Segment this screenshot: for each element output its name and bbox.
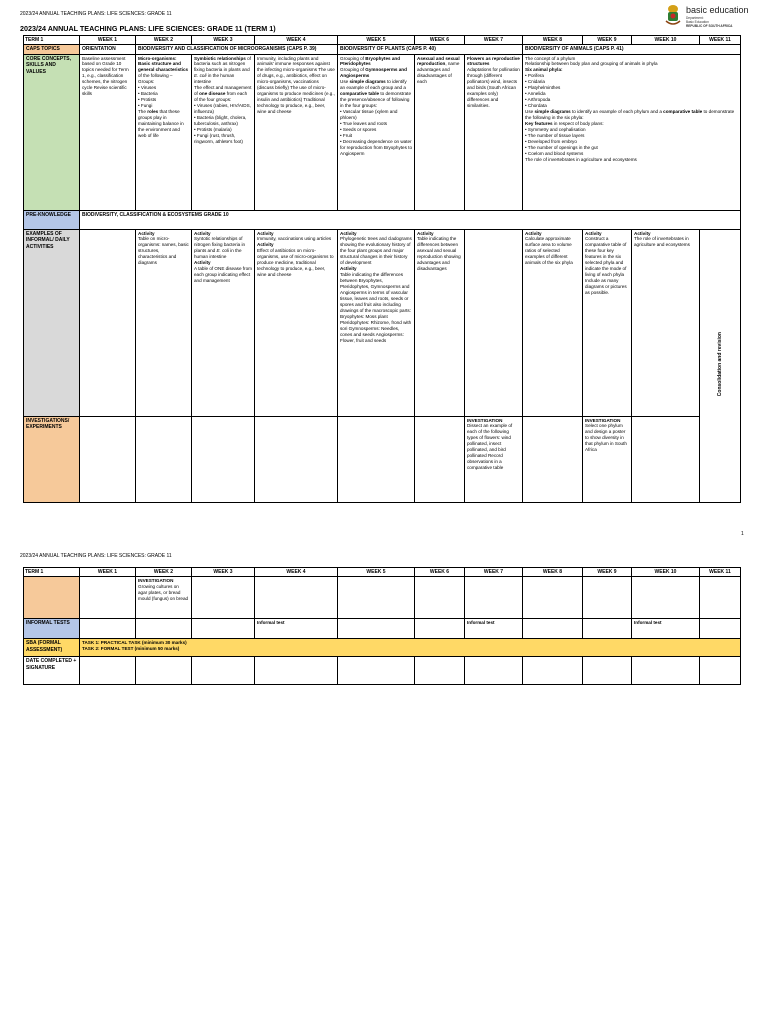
col-week5: WEEK 5 bbox=[338, 36, 415, 45]
sba-label: SBA (FORMAL ASSESSMENT) bbox=[24, 639, 80, 657]
core-week8-11: The concept of a phylum Relationship between body plan and grouping of animals in phyla Six animal phyla: • Porifera • Cnidaria • Platyhelminthes • Annelida • Arthropoda • Chordata Use simple diagrams to identify an example of each phylum and a comparative table to demonstrate the following in the six phyla: Key features in respect of body plans: • Symmetry and cephalisation • The number of tissue layers • Developed from embryo • The number of openings in the gut • Coelom and blood systems The role of invertebrates in agriculture and ecosystems bbox=[523, 54, 741, 210]
col-week8: WEEK 8 bbox=[523, 568, 583, 577]
sba-tasks: TASK 1: PRACTICAL TASK (minimum 30 marks) TASK 2: FORMAL TEST (minimum 50 marks) bbox=[80, 639, 741, 657]
core-week7: Flowers as reproductive structures Adaptations for pollination through (different pollinators) wind, insects and birds (South African examples only) differences and similarities. bbox=[465, 54, 523, 210]
inv-week2 bbox=[136, 416, 192, 502]
informal-test-week4: Informal test bbox=[255, 619, 338, 639]
header-row bbox=[24, 36, 741, 45]
investigations-row bbox=[24, 416, 741, 502]
col-week7: WEEK 7 bbox=[465, 568, 523, 577]
logo-subtitle: Department: Basic Education REPUBLIC OF SOUTH AFRICA bbox=[686, 16, 733, 28]
inv2-week1 bbox=[80, 577, 136, 619]
date-completed-label: DATE COMPLETED + SIGNATURE bbox=[24, 657, 80, 685]
page-title: 2023/24 ANNUAL TEACHING PLANS: LIFE SCIENCES: GRADE 11 (TERM 1) bbox=[20, 24, 276, 33]
col-week7: WEEK 7 bbox=[465, 36, 523, 45]
examples-week1 bbox=[80, 229, 136, 416]
logo-name: basic education bbox=[686, 5, 749, 15]
running-header-page2: 2023/24 ANNUAL TEACHING PLANS: LIFE SCIENCES: GRADE 11 bbox=[20, 553, 172, 559]
pre-knowledge-label: PRE-KNOWLEDGE bbox=[24, 210, 80, 229]
col-week5: WEEK 5 bbox=[338, 568, 415, 577]
topic-microorganisms: BIODIVERSITY AND CLASSIFICATION OF MICROORGANISMS (CAPS P. 39) bbox=[136, 45, 338, 55]
col-term: TERM 1 bbox=[24, 568, 80, 577]
consolidation-cell: Consolidation and revision bbox=[700, 229, 741, 502]
inv-week9: INVESTIGATION Select one phylum and design a poster to show diversity in that phylum in South Africa bbox=[583, 416, 632, 502]
examples-week8: Activity Calculate approximate surface area to volume ratios of selected examples of different animals of the six phyla bbox=[523, 229, 583, 416]
orientation-cell: ORIENTATION bbox=[80, 45, 136, 55]
examples-week7 bbox=[465, 229, 523, 416]
examples-week6: Activity Table indicating the differences between asexual and sexual reproduction showing advantages and disadvantages bbox=[415, 229, 465, 416]
caps-topics-label: CAPS TOPICS bbox=[24, 45, 80, 55]
col-week2: WEEK 2 bbox=[136, 36, 192, 45]
col-week10: WEEK 10 bbox=[632, 568, 700, 577]
col-week9: WEEK 9 bbox=[583, 568, 632, 577]
col-week1: WEEK 1 bbox=[80, 568, 136, 577]
col-week3: WEEK 3 bbox=[192, 568, 255, 577]
inv-week10 bbox=[632, 416, 700, 502]
core-week6: Asexual and sexual reproduction, name advantages and disadvantages of each bbox=[415, 54, 465, 210]
investigations-row-page2 bbox=[24, 577, 741, 619]
inv-week3 bbox=[192, 416, 255, 502]
inv2-week9 bbox=[583, 577, 632, 619]
col-week11: WEEK 11 bbox=[700, 36, 741, 45]
inv2-week6 bbox=[415, 577, 465, 619]
caps-topics-row bbox=[24, 45, 741, 55]
informal-test-week10: Informal test bbox=[632, 619, 700, 639]
inv-week1 bbox=[80, 416, 136, 502]
examples-week2: Activity Table on micro-organisms: names, basic structures, characteristics and diagrams bbox=[136, 229, 192, 416]
col-week1: WEEK 1 bbox=[80, 36, 136, 45]
inv-week6 bbox=[415, 416, 465, 502]
inv-week7: INVESTIGATION Dissect an example of each of the following types of flowers: wind pollinated, insect pollinated, and bird pollinated Record observations in a comparative table bbox=[465, 416, 523, 502]
col-week10: WEEK 10 bbox=[632, 36, 700, 45]
running-header: 2023/24 ANNUAL TEACHING PLANS: LIFE SCIENCES: GRADE 11 bbox=[20, 11, 172, 17]
examples-week3: Activity Syntotic relationships of nitrogen fixing bacteria in plants and E. coli in the human intestine Activity A table of ONE disease from each group indicating effect and management bbox=[192, 229, 255, 416]
topic-animals: BIODIVERSITY OF ANIMALS (CAPS P. 41) bbox=[523, 45, 741, 55]
page-number: 1 bbox=[741, 531, 744, 537]
term1-plan-table-page2 bbox=[23, 567, 741, 685]
term1-plan-table bbox=[23, 35, 741, 503]
col-week9: WEEK 9 bbox=[583, 36, 632, 45]
examples-week5: Activity Phylogenetic trees and cladograms showing the evolutionary history of the four plant groups and major structural changes in their history of development Activity Table indicating the differences between Bryophytes, Pteridophytes, Gymnosperms and Angiosperms in terms of vascular tissue, leaves and roots, seeds or spores and fruit also including drawings of the macroscopic parts: Bryophytes: Moss plant Pteridophytes: Rhizome, frond with sori Gymnosperms: Needles, cones and seeds Angiosperms: Flower, fruit and seeds bbox=[338, 229, 415, 416]
inv2-week5 bbox=[338, 577, 415, 619]
col-week4: WEEK 4 bbox=[255, 36, 338, 45]
examples-label: EXAMPLES OF INFORMAL/ DAILY ACTIVITIES bbox=[24, 229, 80, 416]
informal-tests-row bbox=[24, 619, 741, 639]
topic-plants: BIODIVERSITY OF PLANTS (CAPS P. 40) bbox=[338, 45, 523, 55]
core-concepts-label: CORE CONCEPTS, SKILLS AND VALUES bbox=[24, 54, 80, 210]
inv-week8 bbox=[523, 416, 583, 502]
date-completed-row bbox=[24, 657, 741, 685]
coat-of-arms-icon bbox=[664, 3, 682, 27]
core-week1: Baseline assessment based on Grade 10 topics needed for Term 1, e.g., classification schemes, the nitrogen cycle Revise scientific skills bbox=[80, 54, 136, 210]
examples-row bbox=[24, 229, 741, 416]
examples-week10: Activity The role of invertebrates in agriculture and ecosystems bbox=[632, 229, 700, 416]
informal-test-week7: Informal test bbox=[465, 619, 523, 639]
inv2-week4 bbox=[255, 577, 338, 619]
inv2-week2: INVESTIGATION Growing cultures on agar plates, or bread mould (fungus) on bread bbox=[136, 577, 192, 619]
col-week8: WEEK 8 bbox=[523, 36, 583, 45]
col-week4: WEEK 4 bbox=[255, 568, 338, 577]
investigations-label: INVESTIGATIONS/ EXPERIMENTS bbox=[24, 416, 80, 502]
inv2-week10 bbox=[632, 577, 700, 619]
pre-knowledge-row bbox=[24, 210, 741, 229]
core-week3: Symbiotic relationships of bacteria such as nitrogen fixing bacteria in plants and E. coli in the human intestine The effect and management of one disease from each of the four groups: • Viruses (rabies, HIV/AIDS, influenza) • Bacteria (blight, cholera, tuberculosis, anthrax) • Protists (malaria) • Fungi (rust, thrush, ringworm, athlete's foot) bbox=[192, 54, 255, 210]
core-week4: Immunity, including plants and animals' immune responses against the infecting micro-organisms The use of drugs, e.g., antibiotics, effect on micro-organisms, vaccinations (discuss briefly) The use of micro-organisms to produce medicines (e.g., insulin and antibiotics) Traditional technology to produce, e.g., beer, wine and cheese bbox=[255, 54, 338, 210]
col-week11: WEEK 11 bbox=[700, 568, 741, 577]
sba-row bbox=[24, 639, 741, 657]
core-concepts-row bbox=[24, 54, 741, 210]
inv-week5 bbox=[338, 416, 415, 502]
inv2-week3 bbox=[192, 577, 255, 619]
col-term: TERM 1 bbox=[24, 36, 80, 45]
inv2-week7 bbox=[465, 577, 523, 619]
inv-week4 bbox=[255, 416, 338, 502]
inv2-week8 bbox=[523, 577, 583, 619]
core-week5: Grouping of Bryophytes and Pteridophytes Grouping of Gymnosperms and Angiosperms Use simple diagrams to identify an example of each group and a comparative table to demonstrate the presence/absence of following in the four groups: • Vascular tissue (xylem and phloem) • True leaves and roots • Seeds or spores • Fruit • Decreasing dependence on water for reproduction from Bryophytes to Angiosperm bbox=[338, 54, 415, 210]
col-week6: WEEK 6 bbox=[415, 36, 465, 45]
pre-knowledge-text: BIODIVERSITY, CLASSIFICATION & ECOSYSTEMS GRADE 10 bbox=[80, 210, 741, 229]
col-week6: WEEK 6 bbox=[415, 568, 465, 577]
col-week2: WEEK 2 bbox=[136, 568, 192, 577]
inv2-label bbox=[24, 577, 80, 619]
inv2-week11 bbox=[700, 577, 741, 619]
core-week2: Micro-organisms: Basic structure and general characteristics of the following – Groups: • Viruses • Bacteria • Protists • Fungi The roles that these groups play in maintaining balance in the environment and web of life bbox=[136, 54, 192, 210]
header-row-page2 bbox=[24, 568, 741, 577]
examples-week9: Activity Construct a comparative table of these four key features in the six selected phyla and indicate the mode of living of each phyla Include as many diagrams or pictures as possible. bbox=[583, 229, 632, 416]
informal-tests-label: INFORMAL TESTS bbox=[24, 619, 80, 639]
dbe-logo bbox=[664, 2, 754, 32]
examples-week4: Activity Immunity, vaccinations using articles Activity Effect of antibiotics on micro-organisms, use of micro-organisms to produce medicine, traditional technology to produce, e.g., beer, wine and cheese bbox=[255, 229, 338, 416]
col-week3: WEEK 3 bbox=[192, 36, 255, 45]
